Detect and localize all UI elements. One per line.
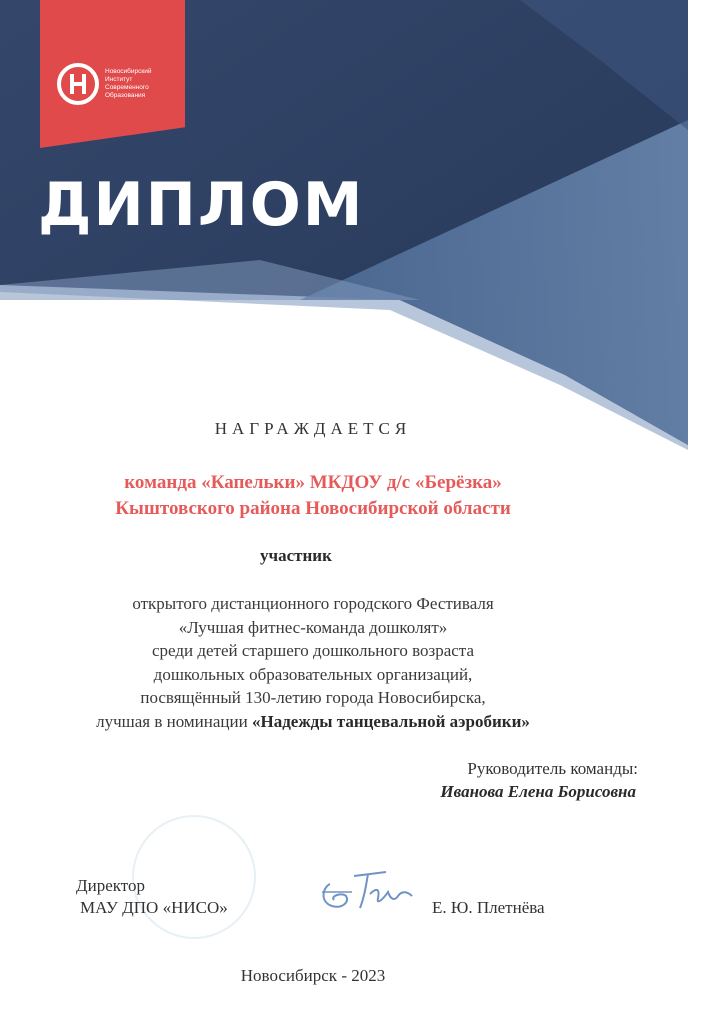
desc-line-3: среди детей старшего дошкольного возраста: [152, 641, 474, 660]
team-leader-label: Руководитель команды:: [467, 759, 638, 778]
desc-line-4: дошкольных образовательных организаций,: [153, 664, 473, 684]
team-leader-name: Иванова Елена Борисовна: [440, 782, 636, 801]
desc-line-1: открытого дистанционного городского Фестиваля: [132, 594, 494, 613]
logo-line: Современного: [105, 84, 149, 91]
logo-line: Институт: [105, 76, 133, 83]
director-name: Е. Ю. Плетнёва: [432, 898, 545, 917]
director-title: Директор: [76, 876, 145, 895]
director-organization: МАУ ДПО «НИСО»: [80, 898, 228, 917]
nomination-prefix: лучшая в номинации: [96, 711, 252, 731]
desc-line-6: [0, 710, 626, 734]
desc-line-2: «Лучшая фитнес-команда дошколят»: [178, 617, 448, 637]
desc-line-5: посвящённый 130-летию города Новосибирска,: [140, 688, 486, 707]
participant-status: участник: [260, 546, 332, 565]
recipient-line-1: команда «Капельки» МКДОУ д/с «Берёзка»: [124, 472, 502, 493]
logo-line: Новосибирский: [105, 68, 152, 75]
place-and-year: Новосибирск - 2023: [240, 966, 386, 985]
awarded-heading: НАГРАЖДАЕТСЯ: [214, 419, 412, 438]
faint-stamp: [132, 815, 256, 939]
nomination-name: «Надежды танцевальной аэробики»: [251, 711, 530, 731]
logo-line: Образования: [105, 92, 146, 99]
nipo-n-logo-icon: [56, 62, 100, 106]
festival-description: [0, 592, 626, 733]
diploma-title: ДИПЛОМ: [38, 170, 365, 240]
recipient-block: [0, 470, 626, 522]
logo-text: [105, 68, 183, 100]
signature-icon: [312, 862, 422, 922]
recipient-line-2: Кыштовского района Новосибирской области: [115, 498, 511, 519]
